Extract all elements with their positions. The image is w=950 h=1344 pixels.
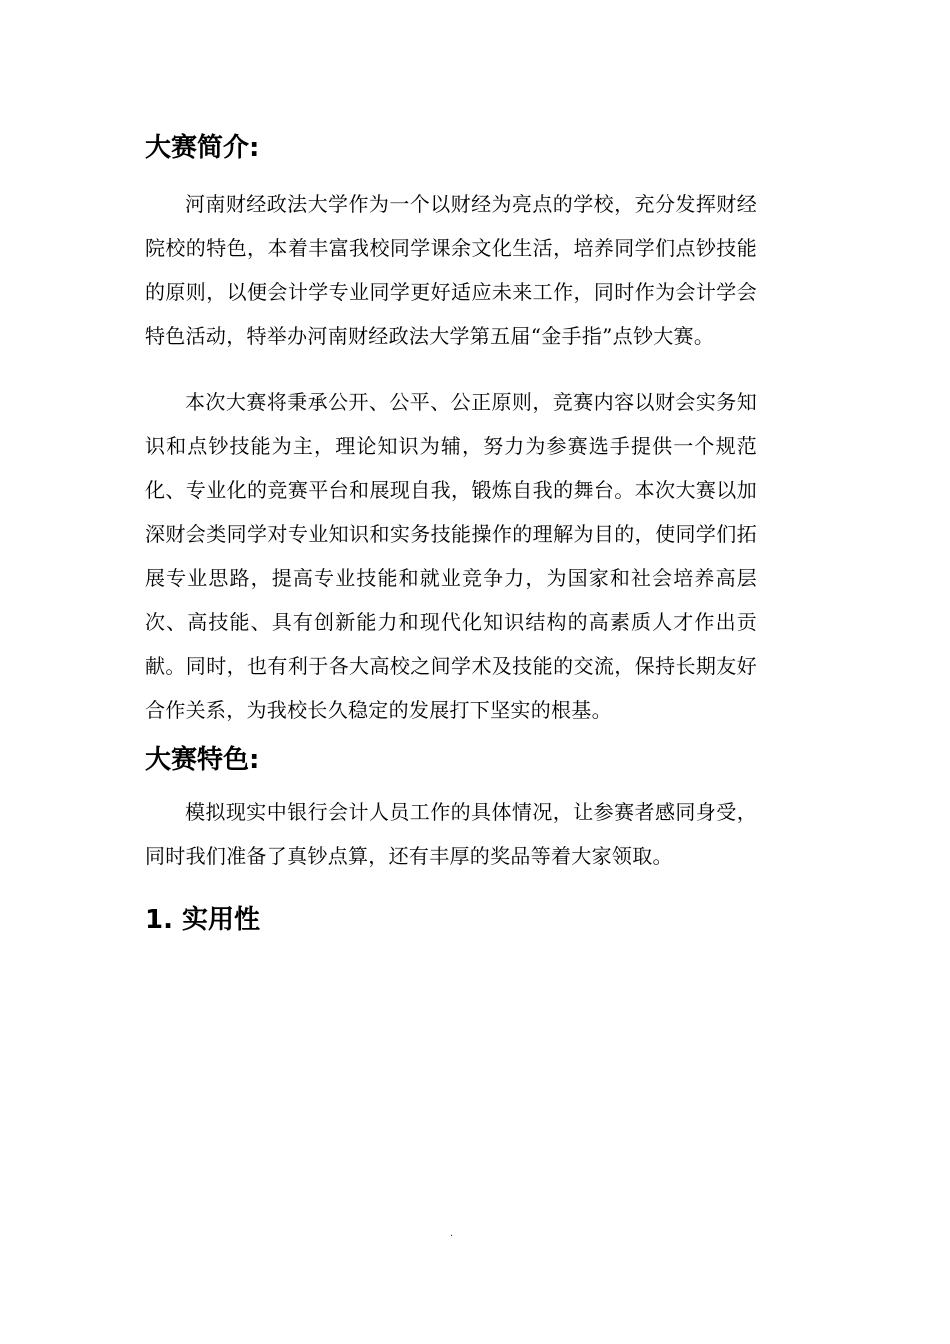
footer-mark: . (450, 1228, 454, 1239)
paragraph-intro-2: 本次大赛将秉承公开、公平、公正原则，竞赛内容以财会实务知识和点钞技能为主，理论知识为辅，努力为参赛选手提供一个规范化、专业化的竞赛平台和展现自我，锻炼自我的舞台。本次大赛以加深财会类同学对专业知识和实务技能操作的理解为目的，使同学们拓展专业思路，提高专业技能和就业竞争力，为国家和社会培养高层次、高技能、具有创新能力和现代化知识结构的高素质人才作出贡献。同时，也有利于各大高校之间学术及技能的交流，保持长期友好合作关系，为我校长久稳定的发展打下坚实的根基。 (145, 390, 757, 722)
document-content (145, 128, 757, 940)
paragraph-features: 模拟现实中银行会计人员工作的具体情况，让参赛者感同身受，同时我们准备了真钞点算，还有丰厚的奖品等着大家领取。 (145, 800, 757, 868)
paragraph-intro-1: 河南财经政法大学作为一个以财经为亮点的学校，充分发挥财经院校的特色，本着丰富我校同学课余文化生活，培养同学们点钞技能的原则，以便会计学专业同学更好适应未来工作，同时作为会计学会特色活动，特举办河南财经政法大学第五届“金手指”点钞大赛。 (145, 192, 757, 348)
heading-features: 大赛特色: (145, 745, 260, 775)
heading-intro: 大赛简介: (145, 133, 260, 163)
heading-practicality: 1. 实用性 (145, 905, 261, 935)
